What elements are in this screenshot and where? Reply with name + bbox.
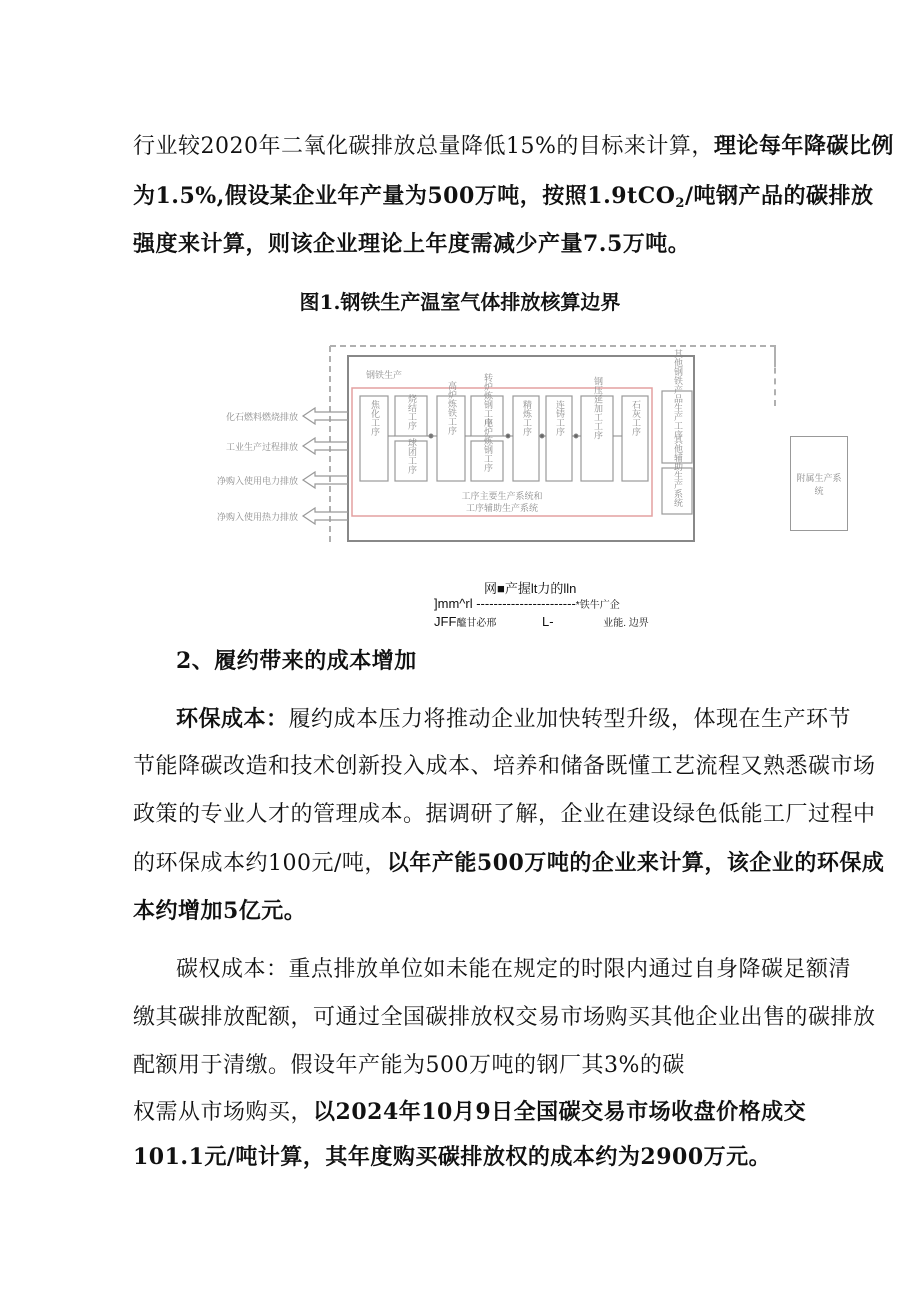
blast-furnace-label: 高炉炼铁工序 [446, 381, 456, 435]
paragraph-1-line-1 [133, 131, 894, 162]
text-run: 行业较2020年二氧化碳排放总量降低15%的目标来计算， [133, 134, 714, 159]
arrow-fossil [303, 408, 348, 424]
text-run: 履约成本压力将推动企业加快转型升级，体现在生产环节 [288, 707, 852, 732]
text-run: 假设某企业年产量为500万吨，按照1.9tCO [224, 183, 676, 209]
aux-boundary-dash [774, 346, 776, 406]
text-run: 的环保成本约100元/吨， [133, 851, 387, 876]
env-cost-line-2: 节能降碳改造和技术创新投入成本、培养和储备既懂工艺流程又熟悉碳市场 [133, 754, 876, 779]
paragraph-1-line-3: 强度来计算，则该企业理论上年度需减少产量7.5万吨。 [133, 231, 691, 257]
arrow-electricity [303, 472, 348, 488]
emission-label-electricity: 净购入使用电力排放 [216, 477, 298, 487]
steel-production-label: 钢铁生产 [366, 371, 403, 381]
subscript: 2 [675, 196, 685, 211]
subsystem-label-1: 工序主要生产系统和 [461, 492, 543, 502]
text-run: /吨钢产品的碳排放 [684, 183, 874, 209]
arrow-heat [303, 508, 348, 524]
env-cost-line-4 [133, 848, 884, 879]
carbon-cost-line-1: 碳权成本：重点排放单位如未能在规定的时限内通过自身降碳足额清 [176, 957, 852, 982]
emission-label-fossil: 化石燃料燃烧排放 [225, 413, 298, 423]
legend-token: ]mm^rl [434, 596, 473, 611]
sinter-label: 烧结工序 [406, 394, 416, 430]
eaf-label: 电炉炼钢工序 [482, 418, 492, 472]
bold-text-run: 理论每年降碳比例 [713, 133, 894, 159]
emission-label-process: 工业生产过程排放 [225, 443, 298, 453]
env-cost-label: 环保成本： [176, 706, 289, 732]
bold-text-run: 以2024年10月9日全国碳交易市场收盘价格成交 [313, 1099, 807, 1125]
text-run: 权需从市场购买， [133, 1100, 314, 1125]
legend-token: 醯甘必邢 [456, 618, 497, 629]
lime-label: 石灰工序 [630, 400, 640, 436]
emission-boundary-diagram [190, 336, 790, 566]
bold-text-run: 以年产能500万吨的企业来计算，该企业的环保成 [386, 850, 885, 876]
env-cost-line-3: 政策的专业人才的管理成本。据调研了解，企业在建设绿色低能工厂过程中 [133, 802, 876, 827]
section-heading: 2、履约带来的成本增加 [176, 648, 417, 674]
text-run: 为1.5%, [133, 183, 225, 209]
legend-row-1: 网■产握lt力的lln [484, 581, 577, 596]
env-cost-line-5: 本约增加5亿元。 [133, 898, 307, 924]
legend-row-3 [434, 614, 649, 629]
refining-label: 精炼工序 [521, 400, 531, 436]
legend-dashes: ----------------------- [476, 596, 576, 611]
figure-caption: 图1.钢铁生产温室气体排放核算边界 [299, 290, 621, 314]
subsystem-label-2: 工序辅助生产系统 [465, 504, 539, 514]
carbon-cost-line-5: 101.1元/吨计算，其年度购买碳排放权的成本约为2900万元。 [133, 1144, 772, 1170]
legend-row-2 [434, 596, 620, 611]
rolling-label: 钢压延加工工序 [592, 376, 602, 440]
emission-arrows [303, 408, 348, 524]
coking-label: 焦化工序 [369, 400, 379, 436]
aux-production-system: 附属生产系统 [790, 436, 848, 531]
legend-token: 业能. 边畀 [603, 618, 649, 629]
other-products-label: 其他钢铁产品生产工序 [672, 349, 682, 439]
pellet-label: 球团工序 [406, 438, 416, 474]
carbon-cost-line-4 [133, 1097, 806, 1128]
legend-token: *铁牛广企 [575, 600, 620, 611]
arrow-process [303, 438, 348, 454]
legend-token: L- [542, 614, 554, 629]
legend-token: JFF [434, 614, 457, 629]
other-aux-label: 其他辅助生产系统 [672, 435, 682, 507]
carbon-cost-line-2: 缴其碳排放配额，可通过全国碳排放权交易市场购买其他企业出售的碳排放 [133, 1005, 876, 1030]
carbon-cost-line-3: 配额用于清缴。假设年产能为500万吨的钢厂其3%的碳 [133, 1053, 685, 1078]
converter-label: 转炉炼钢工序 [482, 373, 492, 427]
paragraph-1-line-2 [133, 181, 873, 219]
casting-label: 连铸工序 [554, 400, 564, 436]
env-cost-line-1 [176, 704, 851, 735]
emission-label-heat: 净购入使用热力排放 [216, 513, 298, 523]
